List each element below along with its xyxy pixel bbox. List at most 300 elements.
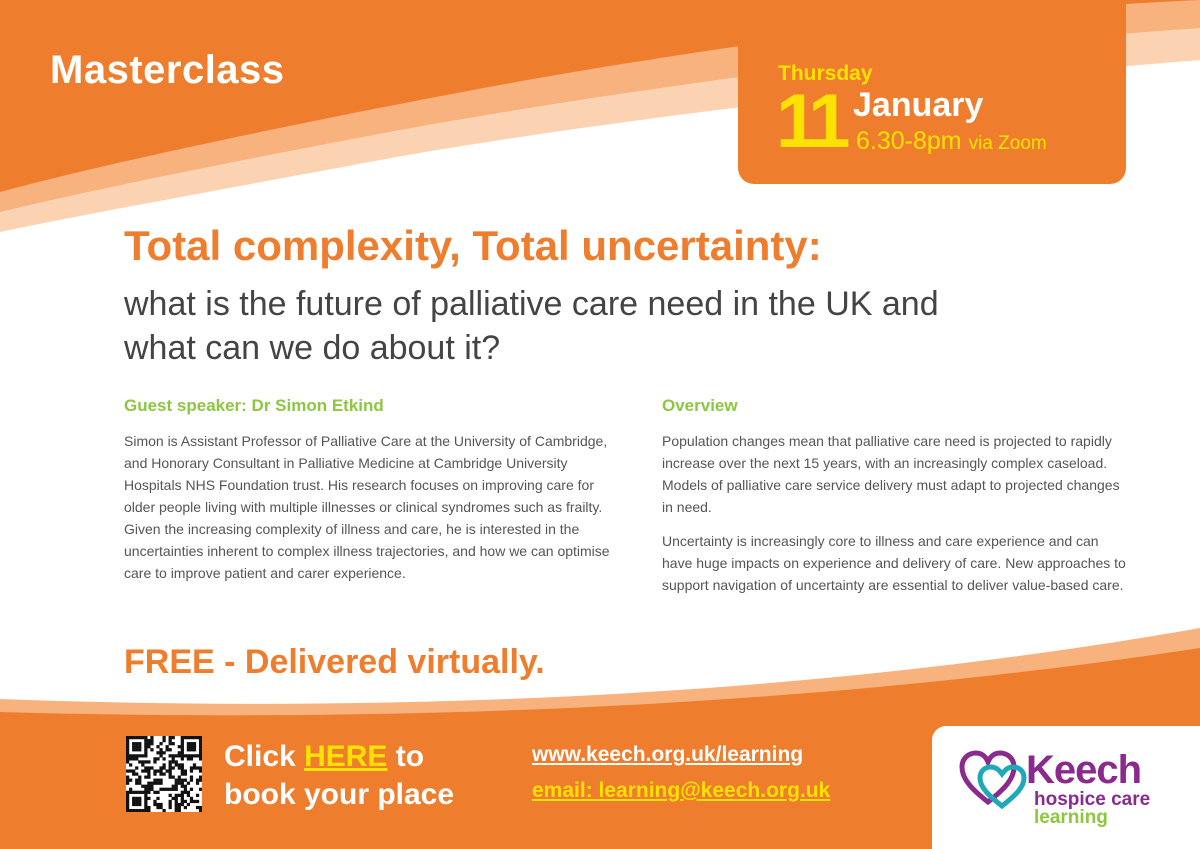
qr-module [126,754,129,757]
qr-module [147,742,150,745]
qr-module [135,745,138,748]
qr-module [132,791,135,794]
qr-module [193,766,196,769]
qr-module [144,800,147,803]
qr-module [178,776,181,779]
qr-module [147,788,150,791]
qr-module [175,779,178,782]
qr-module [162,757,165,760]
qr-module [126,745,129,748]
qr-module [129,788,132,791]
qr-module [199,748,202,751]
qr-module [184,772,187,775]
qr-module [159,782,162,785]
event-time-row [856,127,1047,156]
qr-module [144,791,147,794]
qr-module [147,791,150,794]
qr-module [178,766,181,769]
qr-module [190,776,193,779]
qr-module [181,748,184,751]
qr-module [156,791,159,794]
qr-module [172,797,175,800]
qr-module [126,760,129,763]
qr-module [172,760,175,763]
logo-subtitle: hospice care [1034,789,1151,810]
qr-module [172,788,175,791]
qr-module [126,791,129,794]
qr-module [126,742,129,745]
qr-module [159,748,162,751]
qr-module [187,794,190,797]
qr-module [181,769,184,772]
qr-module [135,809,138,812]
qr-module [166,745,169,748]
qr-module [147,739,150,742]
qr-module [153,803,156,806]
hearts-icon [958,748,1030,810]
qr-module [138,800,141,803]
qr-module [132,736,135,739]
qr-module [169,736,172,739]
qr-module [181,779,184,782]
qr-module [129,779,132,782]
qr-module [181,736,184,739]
qr-module [172,742,175,745]
qr-module [147,809,150,812]
qr-module [129,809,132,812]
qr-module [147,797,150,800]
qr-module [169,763,172,766]
cta-click: Click [224,740,296,773]
qr-module [132,809,135,812]
qr-module [178,782,181,785]
qr-module [181,739,184,742]
qr-module [184,791,187,794]
qr-module [129,736,132,739]
qr-module [135,754,138,757]
qr-module [190,757,193,760]
qr-module [162,763,165,766]
qr-module [175,809,178,812]
qr-module [169,772,172,775]
qr-module [196,800,199,803]
qr-module [147,806,150,809]
qr-module [138,748,141,751]
qr-module [199,745,202,748]
qr-module [187,791,190,794]
qr-module [153,769,156,772]
qr-module [169,794,172,797]
speaker-heading: Guest speaker: Dr Simon Etkind [124,396,384,415]
qr-module [138,745,141,748]
qr-module [141,763,144,766]
qr-module [153,782,156,785]
event-time: 6.30-8pm [856,127,962,155]
qr-module [184,769,187,772]
qr-module [135,800,138,803]
event-platform: via Zoom [968,133,1047,154]
qr-module [190,779,193,782]
qr-module [162,772,165,775]
qr-module [178,754,181,757]
qr-module [181,803,184,806]
qr-module [184,800,187,803]
qr-module [144,809,147,812]
qr-module [126,757,129,760]
qr-module [150,736,153,739]
qr-module [147,769,150,772]
qr-module [166,788,169,791]
qr-module [187,742,190,745]
qr-module [150,739,153,742]
qr-module [159,806,162,809]
qr-module [126,806,129,809]
qr-module [141,791,144,794]
qr-module [132,772,135,775]
qr-module [129,769,132,772]
qr-module [166,748,169,751]
qr-module [141,754,144,757]
qr-module [181,751,184,754]
qr-module [175,794,178,797]
qr-module [126,739,129,742]
qr-module [144,794,147,797]
qr-code-graphic [126,736,202,812]
qr-module [199,806,202,809]
qr-module [150,742,153,745]
main-title: Total complexity, Total uncertainty: [124,222,822,269]
qr-module [187,803,190,806]
qr-module [190,800,193,803]
qr-module [141,760,144,763]
event-month: January [853,86,984,124]
qr-module [184,788,187,791]
qr-module [159,742,162,745]
qr-module [172,766,175,769]
qr-module [169,803,172,806]
qr-module [126,736,129,739]
qr-module [153,791,156,794]
qr-module [144,766,147,769]
cta-line-2: book your place [224,778,455,811]
qr-module [187,754,190,757]
qr-module [138,797,141,800]
qr-module [156,751,159,754]
qr-module [141,785,144,788]
cta-line-1 [224,738,454,776]
qr-module [199,751,202,754]
qr-module [126,797,129,800]
qr-module [159,769,162,772]
qr-module [199,779,202,782]
overview-heading: Overview [662,396,738,415]
qr-module [193,745,196,748]
qr-module [144,760,147,763]
qr-module [178,809,181,812]
qr-module [196,766,199,769]
qr-module [129,757,132,760]
qr-module [126,782,129,785]
qr-module [175,763,178,766]
qr-module [199,809,202,812]
qr-module [147,785,150,788]
qr-module [150,785,153,788]
booking-call-to-action [224,738,454,814]
qr-module [181,772,184,775]
qr-module [199,736,202,739]
qr-module [181,785,184,788]
qr-module [159,751,162,754]
qr-module [196,806,199,809]
qr-module [132,800,135,803]
qr-module [181,782,184,785]
qr-module [166,769,169,772]
qr-module [175,785,178,788]
qr-module [187,757,190,760]
qr-module [178,794,181,797]
qr-module [144,736,147,739]
qr-module [199,739,202,742]
qr-module [184,754,187,757]
qr-module [144,745,147,748]
qr-module [159,766,162,769]
qr-module [138,809,141,812]
qr-module [156,769,159,772]
here-link[interactable]: HERE [304,740,388,773]
qr-module [135,782,138,785]
qr-module [175,760,178,763]
qr-module [144,788,147,791]
qr-module [175,797,178,800]
qr-module [153,772,156,775]
qr-module [138,779,141,782]
qr-module [132,757,135,760]
qr-module [190,788,193,791]
qr-module [132,748,135,751]
qr-module [181,763,184,766]
email-link[interactable]: email: learning@keech.org.uk [532,779,831,802]
qr-module [144,751,147,754]
qr-module [178,745,181,748]
qr-module [169,742,172,745]
event-date-number: 11 [776,79,845,164]
qr-module [190,754,193,757]
qr-module [126,776,129,779]
qr-module [172,736,175,739]
qr-module [178,763,181,766]
overview-paragraph: Population changes mean that palliative care need is projected to rapidly increase over the next 15 years, with an increasingly complex caseload. Models of palliative care service delivery must adapt to projected changes in need. [662,433,1120,515]
qr-module [178,751,181,754]
qr-module [144,742,147,745]
qr-module [178,806,181,809]
qr-module [187,736,190,739]
qr-module [147,745,150,748]
qr-module [159,788,162,791]
qr-module [199,788,202,791]
qr-module [193,748,196,751]
qr-module [181,757,184,760]
speaker-bio: Simon is Assistant Professor of Palliative Care at the University of Cambridge, and Honorary Consultant in Palliative Medicine at Cambridge University Hospitals NHS Foundation trust. His research focuses on improving care for older people living with multiple illnesses or clinical syndromes such as frailty. Given the increasing complexity of illness and care, he is interested in the uncertainties inherent to complex illness trajectories, and how we can optimise care to improve patient and carer experience. [124,433,610,581]
qr-module [147,772,150,775]
cta-to: to [395,740,425,773]
qr-module [141,769,144,772]
qr-module [144,769,147,772]
qr-module [175,803,178,806]
qr-module [162,736,165,739]
qr-module [150,788,153,791]
qr-module [147,776,150,779]
qr-module [144,785,147,788]
qr-module [162,766,165,769]
qr-module [175,754,178,757]
qr-module [150,748,153,751]
qr-module [138,803,141,806]
qr-code-icon[interactable] [126,736,202,812]
qr-module [199,757,202,760]
qr-module [178,803,181,806]
qr-module [159,754,162,757]
qr-module [135,748,138,751]
qr-module [156,782,159,785]
qr-module [153,779,156,782]
qr-module [172,754,175,757]
qr-module [169,739,172,742]
overview-body [662,430,1132,608]
qr-module [138,791,141,794]
qr-module [187,748,190,751]
qr-module [169,754,172,757]
qr-module [135,766,138,769]
free-banner: FREE - Delivered virtually. [124,643,545,681]
qr-module [196,779,199,782]
qr-module [184,806,187,809]
qr-module [132,803,135,806]
qr-module [147,766,150,769]
qr-module [175,806,178,809]
qr-module [138,760,141,763]
qr-module [196,754,199,757]
qr-module [181,797,184,800]
logo-name: Keech [1026,748,1142,792]
qr-module [132,745,135,748]
qr-module [144,806,147,809]
qr-module [144,803,147,806]
qr-module [156,806,159,809]
qr-module [135,791,138,794]
qr-module [175,800,178,803]
qr-module [190,769,193,772]
qr-module [169,748,172,751]
qr-module [156,803,159,806]
qr-module [175,782,178,785]
qr-module [159,779,162,782]
qr-module [196,782,199,785]
qr-module [147,782,150,785]
qr-module [169,760,172,763]
qr-module [181,794,184,797]
qr-module [132,742,135,745]
qr-module [126,803,129,806]
qr-module [181,754,184,757]
qr-module [193,742,196,745]
qr-module [196,794,199,797]
qr-module [126,751,129,754]
qr-module [169,766,172,769]
website-link[interactable]: www.keech.org.uk/learning [532,743,804,766]
qr-module [169,776,172,779]
qr-module [132,797,135,800]
qr-module [199,769,202,772]
qr-module [150,782,153,785]
qr-module [126,809,129,812]
qr-module [156,745,159,748]
qr-module [138,736,141,739]
qr-module [129,763,132,766]
qr-module [162,809,165,812]
qr-module [172,785,175,788]
qr-module [147,760,150,763]
qr-module [199,776,202,779]
qr-module [193,754,196,757]
qr-module [138,742,141,745]
qr-module [193,763,196,766]
qr-module [159,772,162,775]
qr-module [187,745,190,748]
qr-module [172,776,175,779]
qr-module [169,806,172,809]
qr-module [181,791,184,794]
qr-module [141,809,144,812]
qr-module [156,757,159,760]
logo-learning: learning [1034,807,1108,828]
qr-module [138,754,141,757]
qr-module [190,748,193,751]
qr-module [187,782,190,785]
qr-module [190,736,193,739]
qr-module [190,766,193,769]
qr-module [162,751,165,754]
qr-module [144,739,147,742]
qr-module [138,782,141,785]
qr-module [190,745,193,748]
qr-module [135,742,138,745]
qr-module [169,769,172,772]
qr-module [129,754,132,757]
qr-module [132,754,135,757]
qr-module [199,742,202,745]
masterclass-label: Masterclass [50,48,285,92]
qr-module [135,797,138,800]
qr-module [184,785,187,788]
qr-module [126,748,129,751]
qr-module [144,754,147,757]
qr-module [153,800,156,803]
qr-module [190,797,193,800]
qr-module [193,800,196,803]
overview-paragraph: Uncertainty is increasingly core to illness and care experience and can have huge impacts on experience and delivery of care. New approaches to support navigation of uncertainty are essential to deliver value-based care. [662,533,1126,593]
qr-module [162,739,165,742]
qr-module [181,745,184,748]
qr-module [138,776,141,779]
qr-module [144,748,147,751]
sub-title: what is the future of palliative care need in the UK and what can we do about it? [124,285,939,367]
qr-module [144,797,147,800]
qr-module [199,766,202,769]
qr-module [169,788,172,791]
qr-module [178,779,181,782]
qr-module [196,736,199,739]
qr-module [135,772,138,775]
